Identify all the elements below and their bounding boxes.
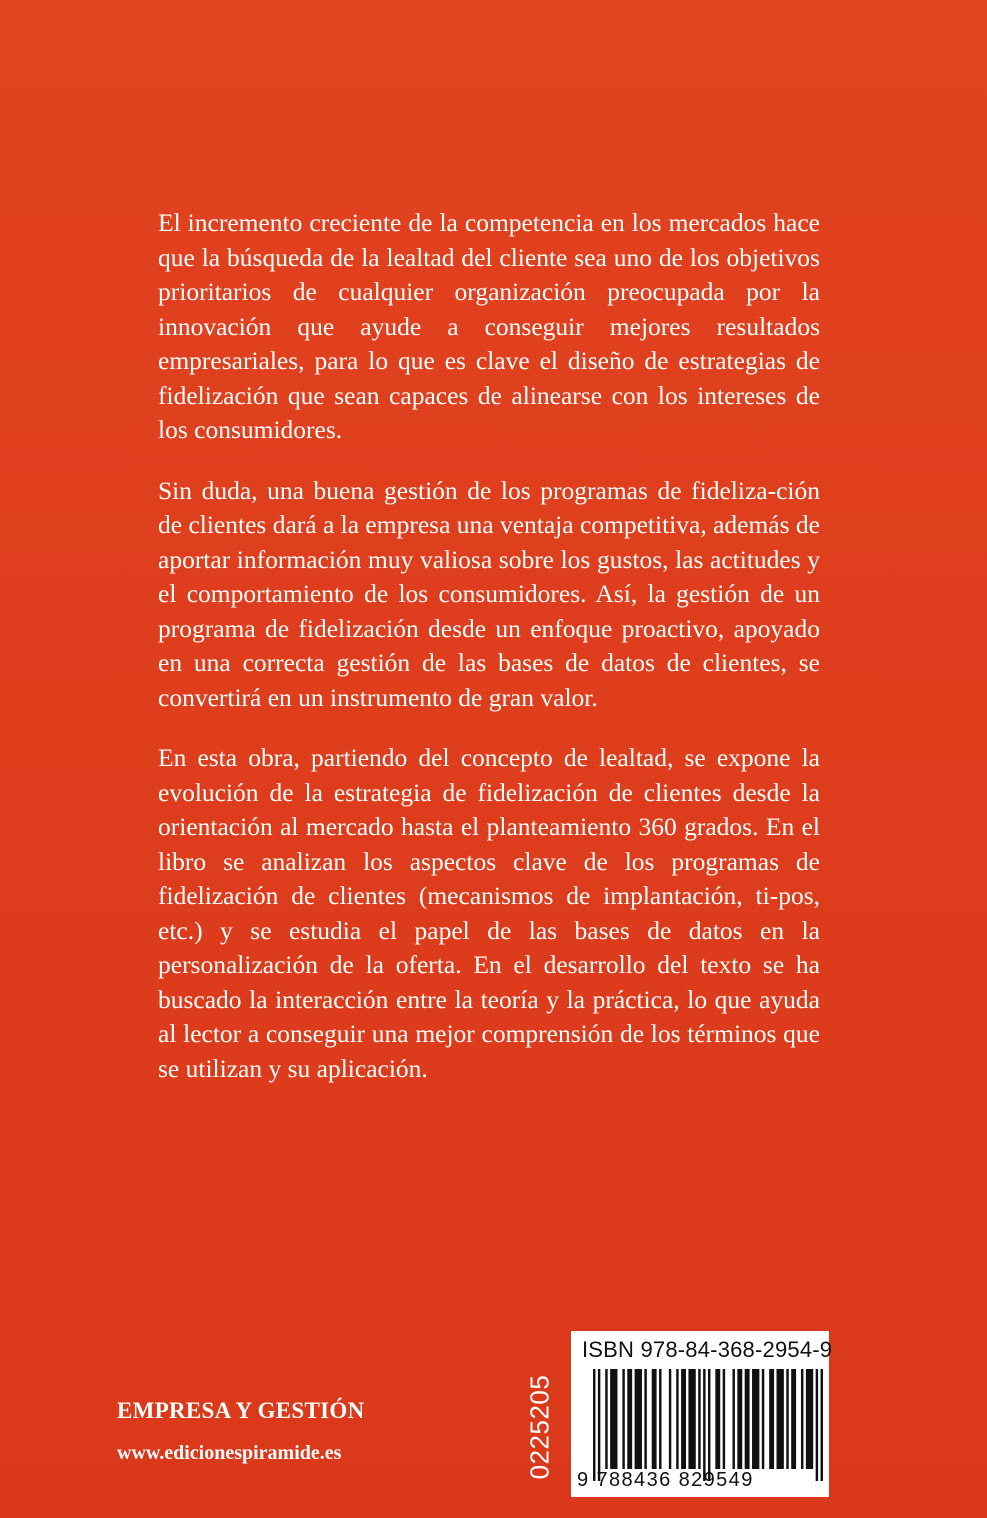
publisher-website: www.edicionespiramide.es <box>117 1442 342 1464</box>
barcode-stripe <box>762 1369 764 1469</box>
barcode-stripe <box>635 1369 642 1469</box>
barcode-stripe <box>791 1369 796 1469</box>
barcode-stripe <box>752 1369 759 1469</box>
series-name: EMPRESA Y GESTIÓN <box>117 1398 365 1423</box>
barcode-stripe <box>732 1369 734 1469</box>
barcode-stripe <box>659 1369 661 1469</box>
blurb-text <box>158 206 820 1112</box>
barcode-stripe <box>715 1369 720 1469</box>
vertical-product-code-text: 0225205 <box>524 1374 555 1480</box>
barcode-stripe <box>605 1369 607 1469</box>
barcode-stripe <box>676 1369 678 1469</box>
barcode-stripe <box>801 1369 803 1469</box>
barcode-panel <box>571 1331 833 1497</box>
barcode-bars <box>593 1369 823 1481</box>
isbn-label: ISBN 978-84-368-2954-9 <box>582 1337 833 1362</box>
barcode-stripe <box>786 1369 788 1469</box>
barcode-stripe <box>769 1369 774 1469</box>
barcode-digits: 9 788436 829549 <box>577 1469 754 1491</box>
barcode-stripe <box>688 1369 695 1469</box>
barcode-stripe <box>821 1369 823 1481</box>
barcode-stripe <box>703 1369 705 1481</box>
barcode-stripe <box>652 1369 657 1469</box>
barcode-stripe <box>723 1369 725 1469</box>
blurb-paragraph-2: Sin duda, una buena gestión de los programas de fideliza-ción de clientes dará a la empresa una ventaja competitiva, además de aportar información muy valiosa sobre los gustos, las actitudes y el comportamiento de los consumidores. Así, la gestión de un programa de fidelización desde un enfoque proactivo, apoyado en una correcta gestión de las bases de datos de clientes, se convertirá en un instrumento de gran valor. <box>158 475 820 712</box>
vertical-product-code <box>515 1352 565 1502</box>
barcode-stripe <box>745 1369 750 1469</box>
barcode-stripe <box>598 1369 600 1481</box>
barcode-stripe <box>708 1369 710 1481</box>
barcode-stripe <box>627 1369 632 1469</box>
barcode-stripe <box>644 1369 646 1469</box>
barcode-stripe <box>610 1369 617 1469</box>
barcode-stripe <box>806 1369 813 1469</box>
barcode-stripe <box>593 1369 595 1481</box>
barcode-stripe <box>737 1369 742 1469</box>
barcode-stripe <box>816 1369 818 1481</box>
barcode-stripe <box>622 1369 624 1469</box>
blurb-paragraph-3: En esta obra, partiendo del concepto de lealtad, se expone la evolución de la estrategia de fidelización de clientes desde la orientación al mercado hasta el planteamiento 360 grados. En el libro se analizan los aspectos clave de los programas de fidelización de clientes (mecanismos de implantación, ti-pos, etc.) y se estudia el papel de las bases de datos en la personalización de la oferta. En el desarrollo del texto se ha buscado la interacción entre la teoría y la práctica, lo que ayuda al lector a conseguir una mejor comprensión de los términos que se utilizan y su aplicación. <box>158 743 820 1083</box>
barcode-stripe <box>669 1369 671 1469</box>
blurb-paragraph-1: El incremento creciente de la competencia en los mercados hace que la búsqueda de la lealtad del cliente sea uno de los objetivos prioritarios de cualquier organización preocupada por la innovación que ayude a conseguir mejores resultados empresariales, para lo que es clave el diseño de estrategias de fidelización que sean capaces de alinearse con los intereses de los consumidores. <box>158 208 820 444</box>
barcode-stripe <box>681 1369 686 1469</box>
barcode-stripe <box>698 1369 700 1469</box>
barcode-stripe <box>777 1369 784 1469</box>
